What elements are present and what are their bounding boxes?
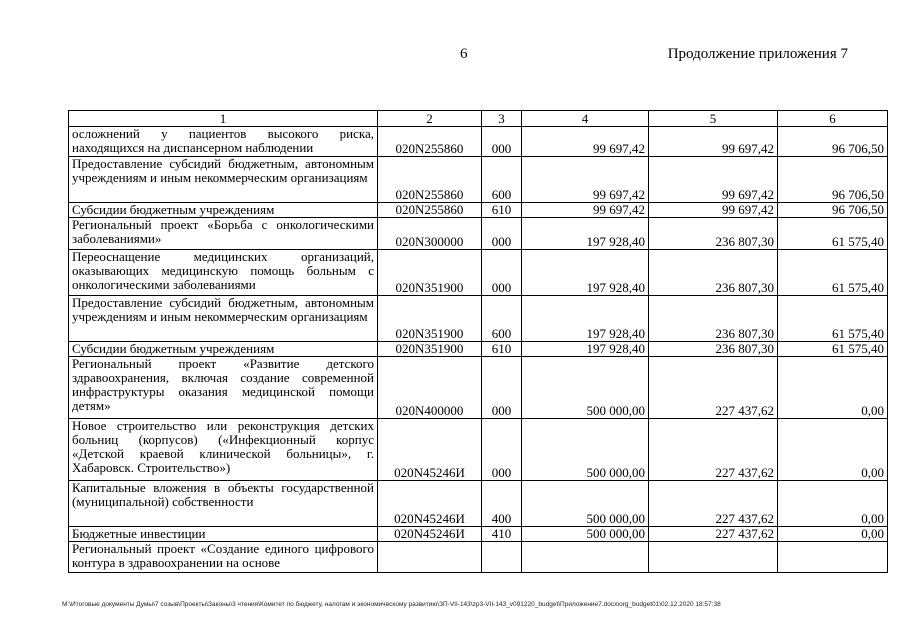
- row-value-4: 197 928,40: [522, 218, 649, 250]
- row-value-6: 61 575,40: [778, 342, 888, 357]
- row-value-6: 96 706,50: [778, 203, 888, 218]
- row-code: 020N351900: [378, 342, 482, 357]
- row-code: 020N300000: [378, 218, 482, 250]
- table-row: [69, 218, 888, 250]
- row-type: 410: [482, 527, 522, 542]
- row-value-5: 236 807,30: [649, 296, 778, 342]
- row-code: 020N400000: [378, 357, 482, 419]
- table-row: [69, 127, 888, 157]
- row-name: Региональный проект «Создание единого цифрового контура в здравоохранении на основе: [69, 542, 378, 573]
- row-value-5: 236 807,30: [649, 342, 778, 357]
- row-value-4: 197 928,40: [522, 342, 649, 357]
- row-name: Субсидии бюджетным учреждениям: [69, 203, 378, 218]
- row-type: 600: [482, 296, 522, 342]
- row-value-6: 0,00: [778, 419, 888, 481]
- row-type: 000: [482, 357, 522, 419]
- row-code: 020N255860: [378, 127, 482, 157]
- row-code: 020N45246И: [378, 481, 482, 527]
- row-value-5: 99 697,42: [649, 203, 778, 218]
- row-value-4: 500 000,00: [522, 357, 649, 419]
- row-value-4: 99 697,42: [522, 127, 649, 157]
- table-row: [69, 342, 888, 357]
- row-type: 000: [482, 250, 522, 296]
- row-value-5: [649, 542, 778, 573]
- table-row: [69, 203, 888, 218]
- column-header: 5: [649, 111, 778, 127]
- row-code: 020N351900: [378, 250, 482, 296]
- table-row: [69, 481, 888, 527]
- row-name: Новое строительство или реконструкция детских больниц (корпусов) («Инфекционный корпус «Детской краевой клинической больницы», г. Хабаровск. Строительство»): [69, 419, 378, 481]
- continuation-heading: Продолжение приложения 7: [667, 46, 848, 62]
- row-name: Региональный проект «Развитие детского здравоохранения, включая создание современной инфраструктуры оказания медицинской помощи детям»: [69, 357, 378, 419]
- row-type: 000: [482, 218, 522, 250]
- row-value-5: 236 807,30: [649, 250, 778, 296]
- row-value-6: 0,00: [778, 527, 888, 542]
- row-value-4: 197 928,40: [522, 296, 649, 342]
- row-value-4: 197 928,40: [522, 250, 649, 296]
- row-code: 020N255860: [378, 203, 482, 218]
- row-value-5: 227 437,62: [649, 481, 778, 527]
- column-header: 2: [378, 111, 482, 127]
- row-type: 610: [482, 342, 522, 357]
- row-code: 020N351900: [378, 296, 482, 342]
- row-code: [378, 542, 482, 573]
- document-path-footer: M:\Итоговые документы Думы\7 созыв\Проекты\Законы\3 чтения\Комитет по бюджету, налогам и экономическому развитию\ЗП-VII-143\zp3-VII-143_v091220_budget\Приложение7.docx\org_budget01\02.12.2020 18:57:38: [62, 601, 721, 608]
- row-type: [482, 542, 522, 573]
- row-value-6: 61 575,40: [778, 250, 888, 296]
- row-type: 610: [482, 203, 522, 218]
- row-value-5: 236 807,30: [649, 218, 778, 250]
- row-name: Переоснащение медицинских организаций, оказывающих медицинскую помощь больным с онкологическими заболеваниями: [69, 250, 378, 296]
- row-value-6: [778, 542, 888, 573]
- row-name: осложнений у пациентов высокого риска, находящихся на диспансерном наблюдении: [69, 127, 378, 157]
- row-value-6: 96 706,50: [778, 127, 888, 157]
- row-value-5: 227 437,62: [649, 357, 778, 419]
- row-value-6: 96 706,50: [778, 157, 888, 203]
- row-type: 600: [482, 157, 522, 203]
- row-code: 020N45246И: [378, 419, 482, 481]
- row-value-4: 99 697,42: [522, 203, 649, 218]
- row-value-4: 500 000,00: [522, 481, 649, 527]
- row-name: Бюджетные инвестиции: [69, 527, 378, 542]
- row-value-4: 500 000,00: [522, 419, 649, 481]
- column-header: 1: [69, 111, 378, 127]
- row-value-5: 99 697,42: [649, 127, 778, 157]
- row-type: 000: [482, 127, 522, 157]
- row-name: Региональный проект «Борьба с онкологическими заболеваниями»: [69, 218, 378, 250]
- table-row: [69, 157, 888, 203]
- row-type: 400: [482, 481, 522, 527]
- budget-table: [68, 110, 888, 573]
- row-value-5: 99 697,42: [649, 157, 778, 203]
- row-value-6: 61 575,40: [778, 218, 888, 250]
- row-name: Предоставление субсидий бюджетным, автономным учреждениям и иным некоммерческим организациям: [69, 157, 378, 203]
- row-value-6: 0,00: [778, 481, 888, 527]
- table-header-row: [69, 111, 888, 127]
- table-row: [69, 527, 888, 542]
- row-value-4: 99 697,42: [522, 157, 649, 203]
- column-header: 3: [482, 111, 522, 127]
- row-value-6: 61 575,40: [778, 296, 888, 342]
- row-value-6: 0,00: [778, 357, 888, 419]
- table-row: [69, 542, 888, 573]
- column-header: 4: [522, 111, 649, 127]
- row-name: Субсидии бюджетным учреждениям: [69, 342, 378, 357]
- row-value-5: 227 437,62: [649, 419, 778, 481]
- row-type: 000: [482, 419, 522, 481]
- row-name: Предоставление субсидий бюджетным, автономным учреждениям и иным некоммерческим организациям: [69, 296, 378, 342]
- page-number: 6: [460, 46, 468, 62]
- row-value-5: 227 437,62: [649, 527, 778, 542]
- table-row: [69, 419, 888, 481]
- row-code: 020N45246И: [378, 527, 482, 542]
- column-header: 6: [778, 111, 888, 127]
- row-value-4: [522, 542, 649, 573]
- row-value-4: 500 000,00: [522, 527, 649, 542]
- table-row: [69, 357, 888, 419]
- row-name: Капитальные вложения в объекты государственной (муниципальной) собственности: [69, 481, 378, 527]
- row-code: 020N255860: [378, 157, 482, 203]
- table-row: [69, 250, 888, 296]
- table-row: [69, 296, 888, 342]
